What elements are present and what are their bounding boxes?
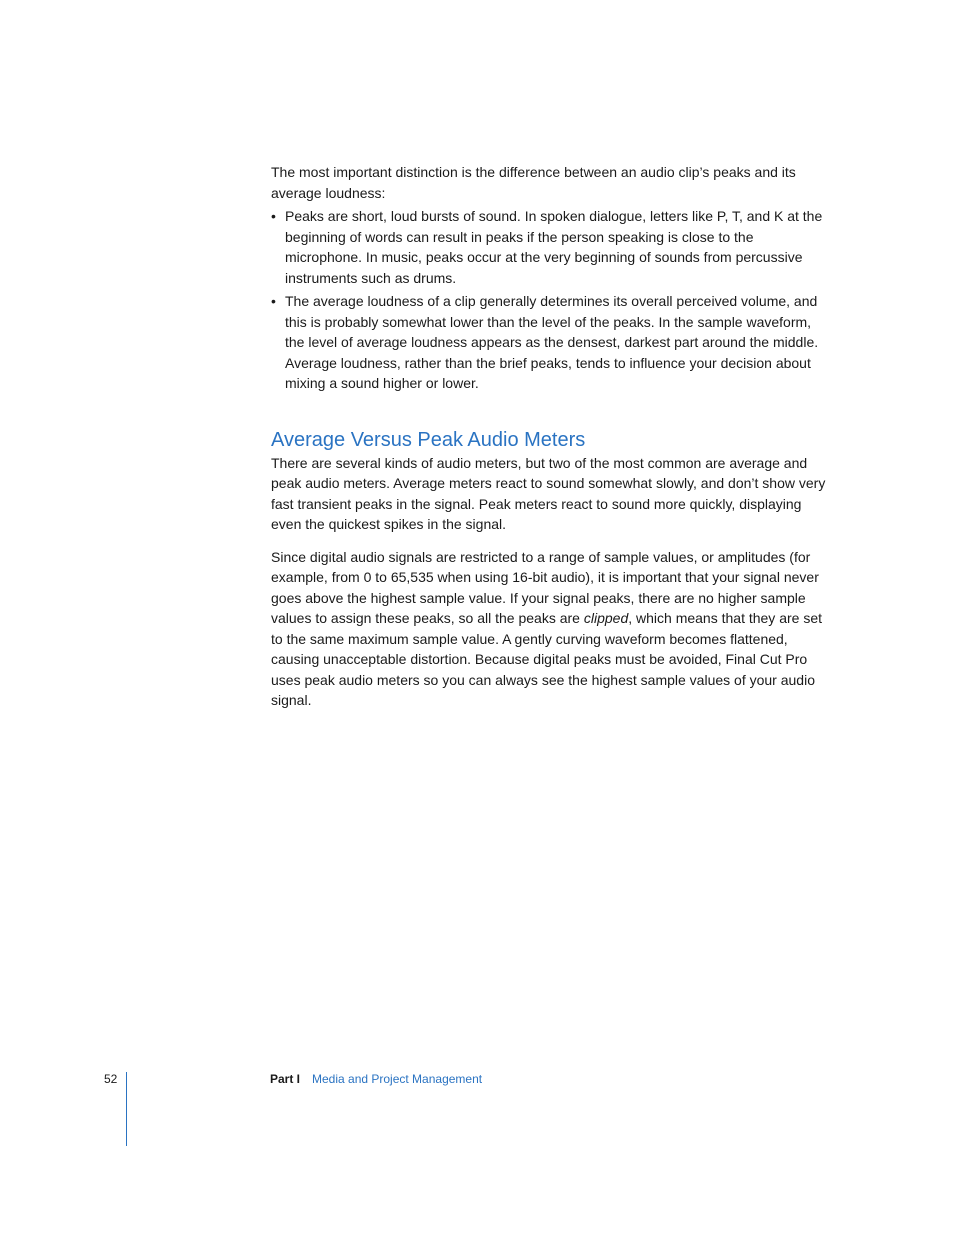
- list-item: [271, 291, 826, 394]
- paragraph-text: , which means that they are set to the same maximum sample value. A gently curving waveform becomes flattened, causing unacceptable distortion. Because digital peaks must be avoided, Final Cut Pro uses peak audio meters so you can always see the highest sample values of your audio signal.: [271, 610, 822, 708]
- list-item-text: Peaks are short, loud bursts of sound. In spoken dialogue, letters like P, T, and K at the beginning of words can result in peaks if the person speaking is close to the microphone. In music, peaks occur at the very beginning of sounds from percussive instruments such as drums.: [285, 208, 823, 286]
- bullet-icon: •: [271, 208, 276, 224]
- section-heading: Average Versus Peak Audio Meters: [271, 428, 586, 451]
- paragraph-text: Since digital audio signals are restricted to a range of sample values, or amplitudes (for example, from 0 to 65,535 when using 16-bit audio), it is important that your signal never goes above the highest sample value. If your signal peaks, there are no higher sample values to assign these peaks, so all the peaks are: [271, 548, 819, 626]
- emphasized-term: clipped: [583, 610, 629, 626]
- list-item: [271, 206, 826, 288]
- part-label: Part I: [270, 1072, 301, 1086]
- section-paragraph-1: There are several kinds of audio meters, but two of the most common are average and peak audio meters. Average meters react to sound somewhat slowly, and don’t show very fast transient peaks in the signal. Peak meters react to sound more quickly, displaying even the quickest spikes in the signal.: [271, 454, 826, 532]
- bullet-list: [271, 206, 826, 394]
- intro-paragraph: The most important distinction is the difference between an audio clip’s peaks and its average loudness:: [271, 164, 796, 201]
- page-content: [271, 162, 826, 711]
- chapter-title: Media and Project Management: [312, 1072, 483, 1086]
- section-paragraph-2: [271, 547, 826, 711]
- page-footer: [0, 1072, 954, 1102]
- page-number: 52: [104, 1072, 118, 1086]
- list-item-text: The average loudness of a clip generally determines its overall perceived volume, and this is probably somewhat lower than the level of the peaks. In the sample waveform, the level of average loudness appears as the densest, darkest part around the middle. Average loudness, rather than the brief peaks, tends to influence your decision about mixing a sound higher or lower.: [285, 293, 819, 391]
- bullet-icon: •: [271, 293, 276, 309]
